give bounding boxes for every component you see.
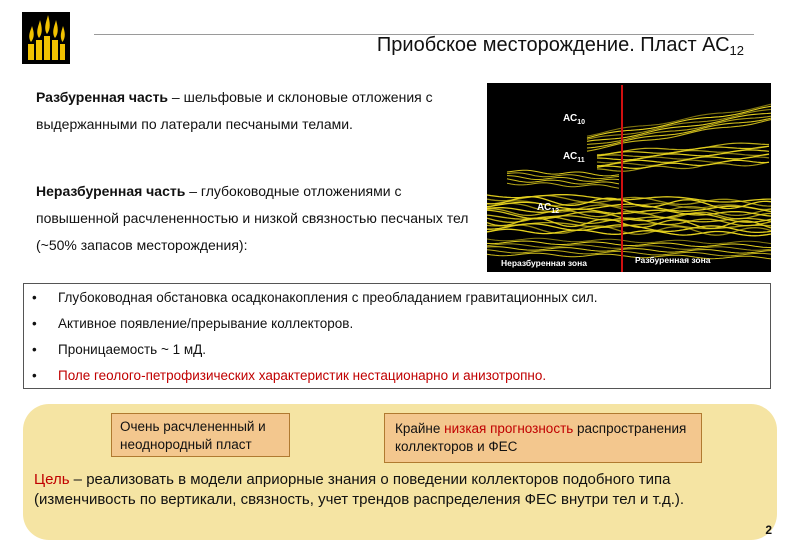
intro-paragraph-undrilled — [36, 178, 476, 259]
undrilled-part-label: Неразбуренная часть — [36, 183, 186, 199]
characteristics-box — [23, 283, 771, 389]
seismic-section-image — [487, 83, 771, 272]
undrilled-part-text: – глубоководные отложениями с повышенной расчлененностью и низкой связностью песчаных тел (~50% запасов месторождения): — [36, 183, 469, 253]
callout-low-predictability-highlight: низкая прогнозность — [444, 421, 574, 436]
bullet-permeability: • Проницаемость ~ 1 мД. — [58, 342, 206, 357]
zone-label-drilled: Разбуренная зона — [635, 255, 711, 265]
horizon-label-ac12: $АС_{12}$ — [537, 202, 559, 215]
callout-low-predictability — [384, 413, 702, 463]
horizon-label-ac11: $АС_{11}$ — [563, 151, 585, 164]
zone-label-undrilled: Неразбуренная зона — [501, 258, 587, 268]
goal-statement — [34, 470, 774, 510]
goal-text: – реализовать в модели априорные знания о поведении коллекторов подобного типа (изменчивость по вертикали, связность, учет трендов распределения ФЕС внутри тел и т.д.). — [34, 471, 685, 508]
goal-lead: Цель — [34, 471, 70, 488]
company-logo-icon — [22, 12, 70, 64]
intro-paragraph-drilled — [36, 84, 476, 138]
callout-low-predictability-pre: Крайне — [395, 421, 445, 436]
callout-heterogeneous-layer: Очень расчлененный и неоднородный пласт — [111, 413, 290, 457]
bullet-collector-appearance: • Активное появление/прерывание коллекторов. — [58, 316, 353, 331]
callout-low-predictability-post: распространения коллекторов и ФЕС — [395, 421, 687, 454]
page-number: 2 — [765, 523, 772, 537]
bullet-deepwater-environment: • Глубоководная обстановка осадконакопления с преобладанием гравитационных сил. — [58, 290, 598, 305]
horizon-label-ac10: $АС_{10}$ — [563, 113, 585, 126]
page-title-main: Приобское месторождение. Пласт АС — [376, 34, 730, 56]
drilled-part-label: Разбуренная часть — [36, 89, 169, 105]
page-title-subscript: 12 — [729, 43, 744, 58]
drilled-part-text: – шельфовые и склоновые отложения с выдержанными по латерали песчаными телами. — [36, 89, 433, 132]
bullet-property-field: • Поле геолого-петрофизических характеристик нестационарно и анизотропно. — [58, 368, 546, 383]
page-title — [377, 34, 744, 58]
